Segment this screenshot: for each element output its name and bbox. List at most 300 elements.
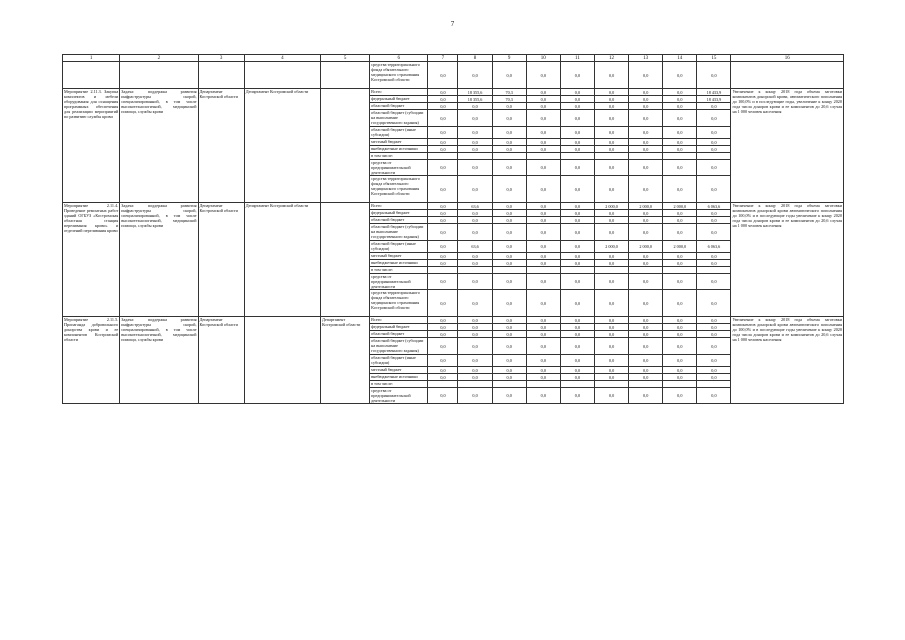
- value-cell: 0,0: [629, 324, 663, 331]
- value-cell: 0,0: [629, 103, 663, 110]
- value-cell: 0,0: [663, 324, 697, 331]
- executor: Департамент Костромской области: [198, 89, 244, 203]
- value-cell: 0,0: [492, 388, 526, 404]
- value-cell: 0,0: [663, 110, 697, 127]
- value-cell: 0,0: [526, 260, 560, 267]
- value-cell: 0,0: [526, 355, 560, 367]
- value-cell: 0,0: [594, 367, 628, 374]
- value-cell: 0,0: [428, 253, 458, 260]
- value-cell: 0,0: [526, 217, 560, 224]
- value-cell: 0,0: [629, 110, 663, 127]
- value-cell: 0,0: [458, 110, 492, 127]
- column-number: 11: [560, 55, 594, 62]
- value-cell: [629, 153, 663, 160]
- funding-source-label: средства территориального фонда обязательного медицинского страхования Костромской области: [370, 290, 428, 317]
- value-cell: 0,0: [458, 217, 492, 224]
- value-cell: 0,0: [629, 290, 663, 317]
- funding-source-label: областной бюджет (иные субсидии): [370, 355, 428, 367]
- column-number: 15: [697, 55, 731, 62]
- empty-cell: [120, 62, 198, 89]
- value-cell: 0,0: [663, 146, 697, 153]
- column-number: 14: [663, 55, 697, 62]
- value-cell: 0,0: [458, 374, 492, 381]
- value-cell: 0,0: [492, 103, 526, 110]
- value-cell: 0,0: [629, 96, 663, 103]
- measure-task: Задача: поддержка развития инфраструктуры скорой, специализированной, в том числе высокотехнологичной, медицинской помощи, службы крови: [120, 89, 198, 203]
- value-cell: 0,0: [526, 139, 560, 146]
- value-cell: 0,0: [697, 210, 731, 217]
- expected-result: Увеличение к концу 2018 года объема заготовки компонентов донорской крови автоматического пополнения до 100,0% и в последующие годы увеличение к концу 2020 года числа доноров крови и ее компонентов до 20,6 случая на 1 000 человек населения: [731, 203, 844, 317]
- value-cell: 0,0: [560, 317, 594, 324]
- value-cell: 0,0: [697, 62, 731, 89]
- value-cell: 0,0: [663, 139, 697, 146]
- funding-source-label: местный бюджет: [370, 367, 428, 374]
- value-cell: 0,0: [492, 146, 526, 153]
- value-cell: 0,0: [629, 338, 663, 355]
- measure-task: Задача: поддержка развития инфраструктуры скорой, специализированной, в том числе высокотехнологичной, медицинской помощи, службы крови: [120, 317, 198, 404]
- value-cell: 0,0: [428, 331, 458, 338]
- value-cell: 0,0: [428, 367, 458, 374]
- measure-name: Мероприятие 2.11.5. Пропаганда добровольного донорства крови и ее компонентов Костромской области: [63, 317, 120, 404]
- value-cell: [560, 267, 594, 274]
- value-cell: 0,0: [663, 388, 697, 404]
- value-cell: 0,0: [458, 176, 492, 203]
- value-cell: 70,3: [492, 89, 526, 96]
- funding-source-label: в том числе:: [370, 153, 428, 160]
- column-number: 1: [63, 55, 120, 62]
- value-cell: 0,0: [492, 203, 526, 210]
- value-cell: 0,0: [629, 176, 663, 203]
- value-cell: 0,0: [663, 260, 697, 267]
- table-body: [63, 55, 844, 404]
- column-number: 16: [731, 55, 844, 62]
- participant: [320, 89, 369, 203]
- value-cell: [458, 153, 492, 160]
- value-cell: 0,0: [560, 241, 594, 253]
- funding-source-label: федеральный бюджет: [370, 324, 428, 331]
- value-cell: 0,0: [428, 160, 458, 176]
- value-cell: 0,0: [560, 338, 594, 355]
- value-cell: 0,0: [663, 96, 697, 103]
- value-cell: 0,0: [428, 290, 458, 317]
- value-cell: 0,0: [560, 139, 594, 146]
- value-cell: [697, 153, 731, 160]
- value-cell: 0,0: [663, 355, 697, 367]
- value-cell: 0,0: [697, 176, 731, 203]
- value-cell: 0,0: [458, 274, 492, 290]
- value-cell: 0,0: [697, 217, 731, 224]
- value-cell: 0,0: [663, 374, 697, 381]
- value-cell: 0,0: [428, 139, 458, 146]
- column-number: 6: [370, 55, 428, 62]
- value-cell: 18 355,6: [458, 96, 492, 103]
- value-cell: 0,0: [492, 224, 526, 241]
- funding-source-label: федеральный бюджет: [370, 96, 428, 103]
- value-cell: [629, 381, 663, 388]
- value-cell: 0,0: [428, 241, 458, 253]
- value-cell: 0,0: [560, 253, 594, 260]
- value-cell: 0,0: [492, 139, 526, 146]
- value-cell: [697, 381, 731, 388]
- value-cell: 0,0: [458, 103, 492, 110]
- value-cell: 0,0: [560, 203, 594, 210]
- measure-name: Мероприятие 2.11.3. Закупка комплектов и мебели оборудования для оснащения программных обеспечения для реализации мероприятий по развитию службы крови: [63, 89, 120, 203]
- empty-cell: [63, 62, 120, 89]
- value-cell: 0,0: [560, 388, 594, 404]
- value-cell: 0,0: [594, 338, 628, 355]
- program-measures-table: [62, 54, 844, 404]
- value-cell: 0,0: [697, 367, 731, 374]
- value-cell: 0,0: [428, 217, 458, 224]
- funding-source-label: областной бюджет (иные субсидии): [370, 127, 428, 139]
- value-cell: 0,0: [663, 103, 697, 110]
- value-cell: 0,0: [458, 139, 492, 146]
- value-cell: 0,0: [458, 317, 492, 324]
- value-cell: 0,0: [428, 103, 458, 110]
- funding-source-label: областной бюджет: [370, 217, 428, 224]
- value-cell: 0,0: [560, 290, 594, 317]
- value-cell: 0,0: [428, 110, 458, 127]
- value-cell: 0,0: [629, 127, 663, 139]
- value-cell: 6 063,6: [697, 203, 731, 210]
- column-number: 9: [492, 55, 526, 62]
- value-cell: 0,0: [629, 367, 663, 374]
- value-cell: 0,0: [594, 317, 628, 324]
- value-cell: 0,0: [428, 355, 458, 367]
- value-cell: 0,0: [458, 146, 492, 153]
- value-cell: 0,0: [697, 103, 731, 110]
- value-cell: 0,0: [526, 317, 560, 324]
- value-cell: [663, 153, 697, 160]
- value-cell: 0,0: [594, 260, 628, 267]
- value-cell: 0,0: [629, 331, 663, 338]
- value-cell: 0,0: [526, 331, 560, 338]
- value-cell: 0,0: [697, 317, 731, 324]
- value-cell: 0,0: [428, 274, 458, 290]
- value-cell: 2 000,0: [594, 241, 628, 253]
- funding-source-label: областной бюджет (иные субсидии): [370, 241, 428, 253]
- funding-source-label: средства от предпринимательской деятельности: [370, 274, 428, 290]
- value-cell: 0,0: [428, 210, 458, 217]
- value-cell: 0,0: [428, 260, 458, 267]
- funding-source-label: Всего: [370, 203, 428, 210]
- value-cell: 0,0: [560, 127, 594, 139]
- value-cell: 0,0: [663, 290, 697, 317]
- value-cell: [526, 153, 560, 160]
- value-cell: 0,0: [526, 127, 560, 139]
- funding-source-label: Всего: [370, 89, 428, 96]
- value-cell: 0,0: [458, 253, 492, 260]
- value-cell: 0,0: [526, 224, 560, 241]
- value-cell: 0,0: [663, 367, 697, 374]
- expected-result: Увеличение к концу 2018 года объема заготовки компонентов донорской крови, автоматического пополнения до 100,0% и в последующие годы, увеличение к концу 2020 года числа доноров крови и ее компонентов до 20,6 случая на 1 000 человек населения: [731, 89, 844, 203]
- value-cell: 0,0: [526, 203, 560, 210]
- value-cell: 0,0: [560, 260, 594, 267]
- value-cell: 0,0: [428, 374, 458, 381]
- value-cell: [594, 153, 628, 160]
- value-cell: 0,0: [526, 388, 560, 404]
- value-cell: [526, 381, 560, 388]
- coexecutor: Департамент Костромской области: [244, 203, 320, 317]
- value-cell: 0,0: [526, 110, 560, 127]
- column-number-row: [63, 55, 844, 62]
- value-cell: 0,0: [697, 290, 731, 317]
- value-cell: 0,0: [560, 355, 594, 367]
- value-cell: 0,0: [526, 253, 560, 260]
- value-cell: 0,0: [492, 241, 526, 253]
- value-cell: 0,0: [492, 367, 526, 374]
- value-cell: 0,0: [663, 217, 697, 224]
- value-cell: 0,0: [629, 224, 663, 241]
- funding-source-label: внебюджетные источники: [370, 146, 428, 153]
- value-cell: 0,0: [663, 210, 697, 217]
- empty-cell: [244, 62, 320, 89]
- funding-source-label: областной бюджет (субсидии на выполнение государственного задания): [370, 338, 428, 355]
- value-cell: 0,0: [594, 139, 628, 146]
- value-cell: 0,0: [526, 290, 560, 317]
- value-cell: 0,0: [560, 224, 594, 241]
- value-cell: [663, 267, 697, 274]
- column-number: 12: [594, 55, 628, 62]
- value-cell: 0,0: [697, 139, 731, 146]
- funding-source-label: Всего: [370, 317, 428, 324]
- value-cell: 0,0: [560, 176, 594, 203]
- table-row: [63, 89, 844, 96]
- value-cell: 0,0: [560, 110, 594, 127]
- value-cell: 0,0: [629, 355, 663, 367]
- funding-source-label: в том числе:: [370, 381, 428, 388]
- value-cell: [629, 267, 663, 274]
- funding-source-label: федеральный бюджет: [370, 210, 428, 217]
- value-cell: 0,0: [663, 317, 697, 324]
- value-cell: 0,0: [663, 274, 697, 290]
- value-cell: 0,0: [492, 62, 526, 89]
- value-cell: 0,0: [560, 324, 594, 331]
- value-cell: 0,0: [428, 96, 458, 103]
- value-cell: 0,0: [526, 96, 560, 103]
- value-cell: 70,3: [492, 96, 526, 103]
- funding-source-label: внебюджетные источники: [370, 374, 428, 381]
- value-cell: [428, 381, 458, 388]
- table-row: [63, 62, 844, 89]
- value-cell: 0,0: [663, 176, 697, 203]
- value-cell: [594, 267, 628, 274]
- column-number: 3: [198, 55, 244, 62]
- value-cell: [594, 381, 628, 388]
- value-cell: 0,0: [458, 355, 492, 367]
- measure-name: Мероприятие 2.11.4. Проведение ремонтных работ зданий ОГБУЗ «Костромская областная станция переливания крови» и отделений переливания крови: [63, 203, 120, 317]
- column-number: 7: [428, 55, 458, 62]
- funding-source-label: областной бюджет (субсидии на выполнение государственного задания): [370, 110, 428, 127]
- value-cell: 0,0: [594, 210, 628, 217]
- value-cell: 0,0: [428, 146, 458, 153]
- value-cell: 0,0: [458, 290, 492, 317]
- value-cell: 0,0: [697, 374, 731, 381]
- participant: [320, 203, 369, 317]
- value-cell: 0,0: [663, 89, 697, 96]
- value-cell: 0,0: [428, 127, 458, 139]
- funding-source-label: областной бюджет: [370, 331, 428, 338]
- value-cell: 0,0: [629, 146, 663, 153]
- value-cell: 0,0: [560, 96, 594, 103]
- value-cell: 0,0: [594, 374, 628, 381]
- value-cell: 0,0: [663, 160, 697, 176]
- page-number: 7: [450, 20, 455, 28]
- value-cell: 0,0: [428, 224, 458, 241]
- value-cell: 63,6: [458, 203, 492, 210]
- value-cell: 0,0: [629, 317, 663, 324]
- value-cell: 0,0: [560, 146, 594, 153]
- funding-source-label: местный бюджет: [370, 139, 428, 146]
- value-cell: 0,0: [594, 176, 628, 203]
- value-cell: 0,0: [697, 331, 731, 338]
- value-cell: 0,0: [594, 355, 628, 367]
- value-cell: 0,0: [560, 62, 594, 89]
- value-cell: 0,0: [560, 89, 594, 96]
- value-cell: 0,0: [629, 374, 663, 381]
- value-cell: [526, 267, 560, 274]
- value-cell: 0,0: [492, 338, 526, 355]
- value-cell: 0,0: [428, 388, 458, 404]
- value-cell: 0,0: [697, 260, 731, 267]
- value-cell: 0,0: [560, 331, 594, 338]
- value-cell: 0,0: [663, 331, 697, 338]
- column-number: 13: [629, 55, 663, 62]
- value-cell: 0,0: [428, 324, 458, 331]
- value-cell: [428, 267, 458, 274]
- value-cell: 0,0: [629, 62, 663, 89]
- value-cell: [492, 153, 526, 160]
- value-cell: 0,0: [594, 217, 628, 224]
- column-number: 4: [244, 55, 320, 62]
- value-cell: 0,0: [492, 324, 526, 331]
- value-cell: 0,0: [697, 355, 731, 367]
- value-cell: 0,0: [594, 103, 628, 110]
- table-row: [63, 203, 844, 210]
- value-cell: 0,0: [629, 210, 663, 217]
- expected-result: Увеличение к концу 2018 года объема заготовки компонентов донорской крови автоматического пополнения до 100,0% и в последующие годы увеличение к концу 2020 года числа доноров крови и ее компонентов до 20,6 случая на 1 000 человек населения: [731, 317, 844, 404]
- value-cell: 0,0: [697, 160, 731, 176]
- value-cell: 0,0: [458, 388, 492, 404]
- empty-cell: [320, 62, 369, 89]
- value-cell: 0,0: [629, 89, 663, 96]
- value-cell: 0,0: [458, 224, 492, 241]
- value-cell: 0,0: [492, 260, 526, 267]
- value-cell: 0,0: [492, 374, 526, 381]
- value-cell: 0,0: [594, 62, 628, 89]
- value-cell: 0,0: [492, 317, 526, 324]
- value-cell: 18 355,6: [458, 89, 492, 96]
- value-cell: 2 000,0: [629, 203, 663, 210]
- value-cell: 0,0: [428, 176, 458, 203]
- value-cell: 2 000,0: [629, 241, 663, 253]
- value-cell: 0,0: [697, 224, 731, 241]
- value-cell: 0,0: [560, 160, 594, 176]
- value-cell: 0,0: [629, 217, 663, 224]
- value-cell: 0,0: [526, 160, 560, 176]
- participant: Департамент Костромской области: [320, 317, 369, 404]
- value-cell: 0,0: [629, 253, 663, 260]
- value-cell: 2 000,0: [663, 203, 697, 210]
- value-cell: 0,0: [560, 274, 594, 290]
- funding-source-label: внебюджетные источники: [370, 260, 428, 267]
- value-cell: 0,0: [697, 324, 731, 331]
- value-cell: 0,0: [697, 274, 731, 290]
- value-cell: 0,0: [663, 62, 697, 89]
- measure-task: Задача: поддержка развития инфраструктуры скорой, специализированной, в том числе высокотехнологичной, медицинской помощи, службы крови: [120, 203, 198, 317]
- funding-source-label: средства территориального фонда обязательного медицинского страхования Костромской области: [370, 62, 428, 89]
- value-cell: 0,0: [560, 103, 594, 110]
- value-cell: 0,0: [663, 224, 697, 241]
- coexecutor: [244, 317, 320, 404]
- value-cell: 0,0: [526, 374, 560, 381]
- value-cell: 0,0: [458, 367, 492, 374]
- value-cell: 2 000,0: [663, 241, 697, 253]
- value-cell: 0,0: [428, 317, 458, 324]
- value-cell: 0,0: [663, 253, 697, 260]
- value-cell: 0,0: [428, 89, 458, 96]
- value-cell: 0,0: [526, 146, 560, 153]
- funding-source-label: средства территориального фонда обязательного медицинского страхования Костромской области: [370, 176, 428, 203]
- value-cell: 63,6: [458, 241, 492, 253]
- value-cell: [458, 381, 492, 388]
- value-cell: 0,0: [458, 160, 492, 176]
- value-cell: 0,0: [697, 253, 731, 260]
- value-cell: 0,0: [526, 176, 560, 203]
- value-cell: [663, 381, 697, 388]
- value-cell: 0,0: [594, 96, 628, 103]
- value-cell: [492, 267, 526, 274]
- value-cell: 0,0: [629, 160, 663, 176]
- funding-source-label: в том числе:: [370, 267, 428, 274]
- value-cell: [492, 381, 526, 388]
- executor: Департамент Костромской области: [198, 203, 244, 317]
- value-cell: 0,0: [697, 338, 731, 355]
- column-number: 5: [320, 55, 369, 62]
- value-cell: 0,0: [594, 110, 628, 127]
- value-cell: 0,0: [492, 217, 526, 224]
- value-cell: 0,0: [492, 176, 526, 203]
- empty-cell: [731, 62, 844, 89]
- empty-cell: [198, 62, 244, 89]
- value-cell: 0,0: [458, 331, 492, 338]
- funding-source-label: местный бюджет: [370, 253, 428, 260]
- column-number: 8: [458, 55, 492, 62]
- value-cell: 0,0: [492, 210, 526, 217]
- funding-source-label: областной бюджет: [370, 103, 428, 110]
- value-cell: 0,0: [594, 388, 628, 404]
- value-cell: 0,0: [560, 367, 594, 374]
- value-cell: 0,0: [458, 260, 492, 267]
- value-cell: 0,0: [526, 338, 560, 355]
- value-cell: 0,0: [492, 331, 526, 338]
- value-cell: 18 433,9: [697, 89, 731, 96]
- value-cell: 0,0: [492, 290, 526, 317]
- value-cell: 0,0: [458, 338, 492, 355]
- value-cell: 0,0: [594, 274, 628, 290]
- value-cell: [428, 153, 458, 160]
- value-cell: 0,0: [492, 355, 526, 367]
- value-cell: 0,0: [560, 374, 594, 381]
- value-cell: 0,0: [697, 388, 731, 404]
- value-cell: 0,0: [428, 203, 458, 210]
- value-cell: 0,0: [629, 388, 663, 404]
- value-cell: [560, 381, 594, 388]
- value-cell: 0,0: [560, 217, 594, 224]
- column-number: 2: [120, 55, 198, 62]
- value-cell: 0,0: [492, 253, 526, 260]
- funding-source-label: областной бюджет (субсидии на выполнение государственного задания): [370, 224, 428, 241]
